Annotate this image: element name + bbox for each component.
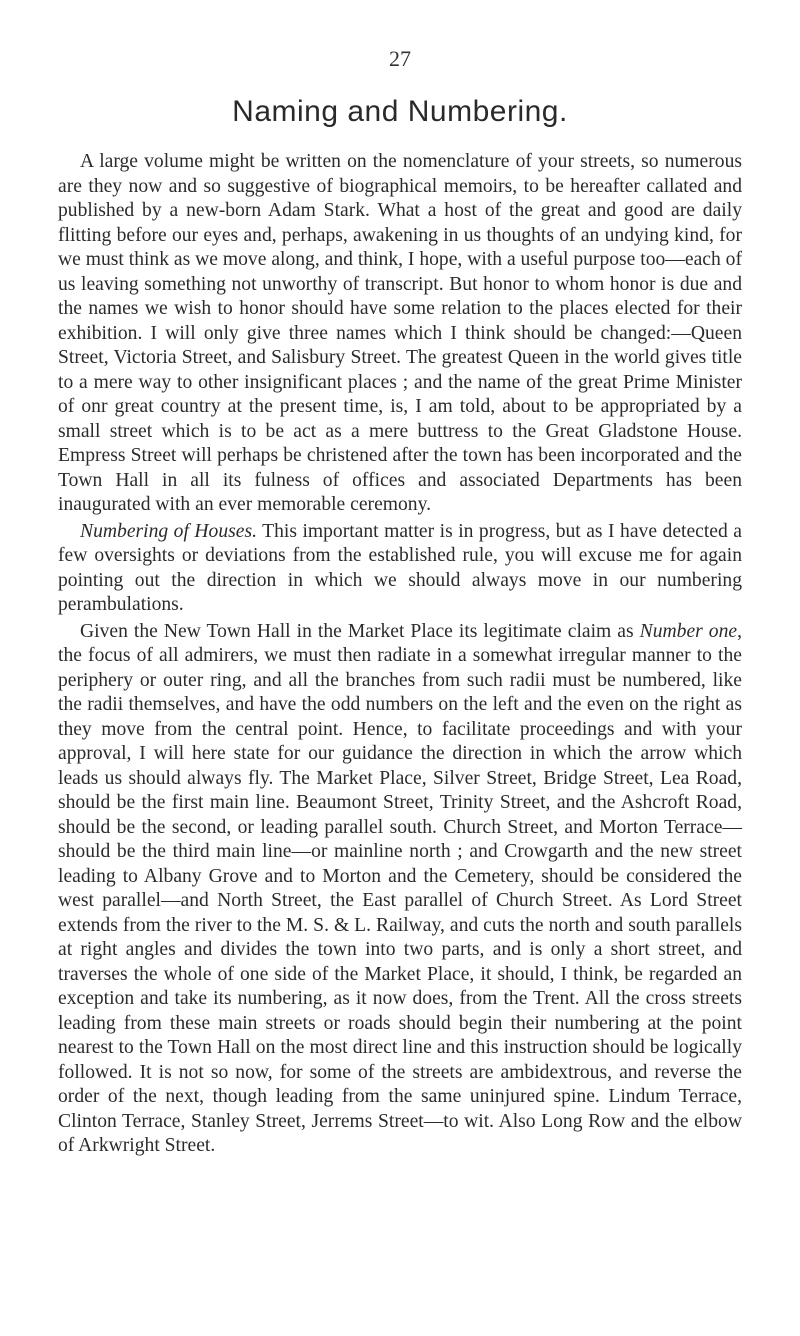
section-lead-heading: Numbering of Houses.: [80, 520, 257, 542]
paragraph-text: Given the New Town Hall in the Market Place its legitimate claim as: [80, 620, 640, 642]
paragraph-town-hall-directions: [58, 620, 742, 1159]
body-text: [58, 150, 742, 1159]
emphasis-number-one: Number one: [639, 620, 738, 642]
paragraph-text-continued: , the focus of all admirers, we must then radiate in a somewhat irregular manner to the periphery or outer ring, and all the branches from such radii must be numbered, like the radii themselves, and have the odd numbers on the left and the even on the right as they move from the central point. Hence, to facilitate proceedings and with your approval, I will here state for our guidance the direction in which the arrow which leads us should always fly. The Market Place, Silver Street, Bridge Street, Lea Road, should be the first main line. Beaumont Street, Trinity Street, and the Ashcroft Road, should be the second, or leading parallel south. Church Street, and Morton Terrace—should be the third main line—or mainline north ; and Crowgarth and the new street leading to Albany Grove and to Morton and the Cemetery, should be considered the west parallel—and North Street, the East parallel of Church Street. As Lord Street extends from the river to the M. S. & L. Railway, and cuts the north and south parallels at right angles and divides the town into two parts, and is only a short street, and traverses the whole of one side of the Market Place, it should, I think, be regarded an exception and take its numbering, as it now does, from the Trent. All the cross streets leading from these main streets or roads should begin their numbering at the point nearest to the Town Hall on the most direct line and this instruction should be logically followed. It is not so now, for some of the streets are ambidextrous, and reverse the order of the next, though leading from the same uninjured spine. Lindum Terrace, Clinton Terrace, Stanley Street, Jerrems Street—to wit. Also Long Row and the elbow of Arkwright Street.: [58, 620, 742, 1156]
paragraph-text: A large volume might be written on the nomenclature of your streets, so numerous are they now and so suggestive of biographical memoirs, to be hereafter callated and published by a new-born Adam Stark. What a host of the great and good are daily flitting before our eyes and, perhaps, awakening in us thoughts of an undying kind, for we must think as we move along, and think, I hope, with a useful purpose too—each of us leaving something not unworthy of transcript. But honor to whom honor is due and the names we wish to honor should have some relation to the places elected for their exhibition. I will only give three names which I think should be changed:—Queen Street, Victoria Street, and Salisbury Street. The greatest Queen in the world gives title to a mere way to other insignificant places ; and the name of the great Prime Minister of onr great country at the present time, is, I am told, about to be appropriated by a small street which is to be act as a mere buttress to the Great Gladstone House. Empress Street will perhaps be christened after the town has been incorporated and the Town Hall in all its fulness of offices and associated Departments has been inaugurated with an ever memorable ceremony.: [58, 151, 743, 515]
paragraph-text: This important matter is in progress, but as I have detected a few oversights or deviations from the established rule, you will excuse me for again pointing out the direction in which we should always move in our numbering perambulations.: [58, 520, 742, 615]
paragraph-naming: [58, 150, 742, 518]
page-number: 27: [389, 46, 411, 71]
paragraph-numbering-of-houses: [58, 520, 742, 618]
chapter-title: Naming and Numbering.: [232, 95, 568, 128]
